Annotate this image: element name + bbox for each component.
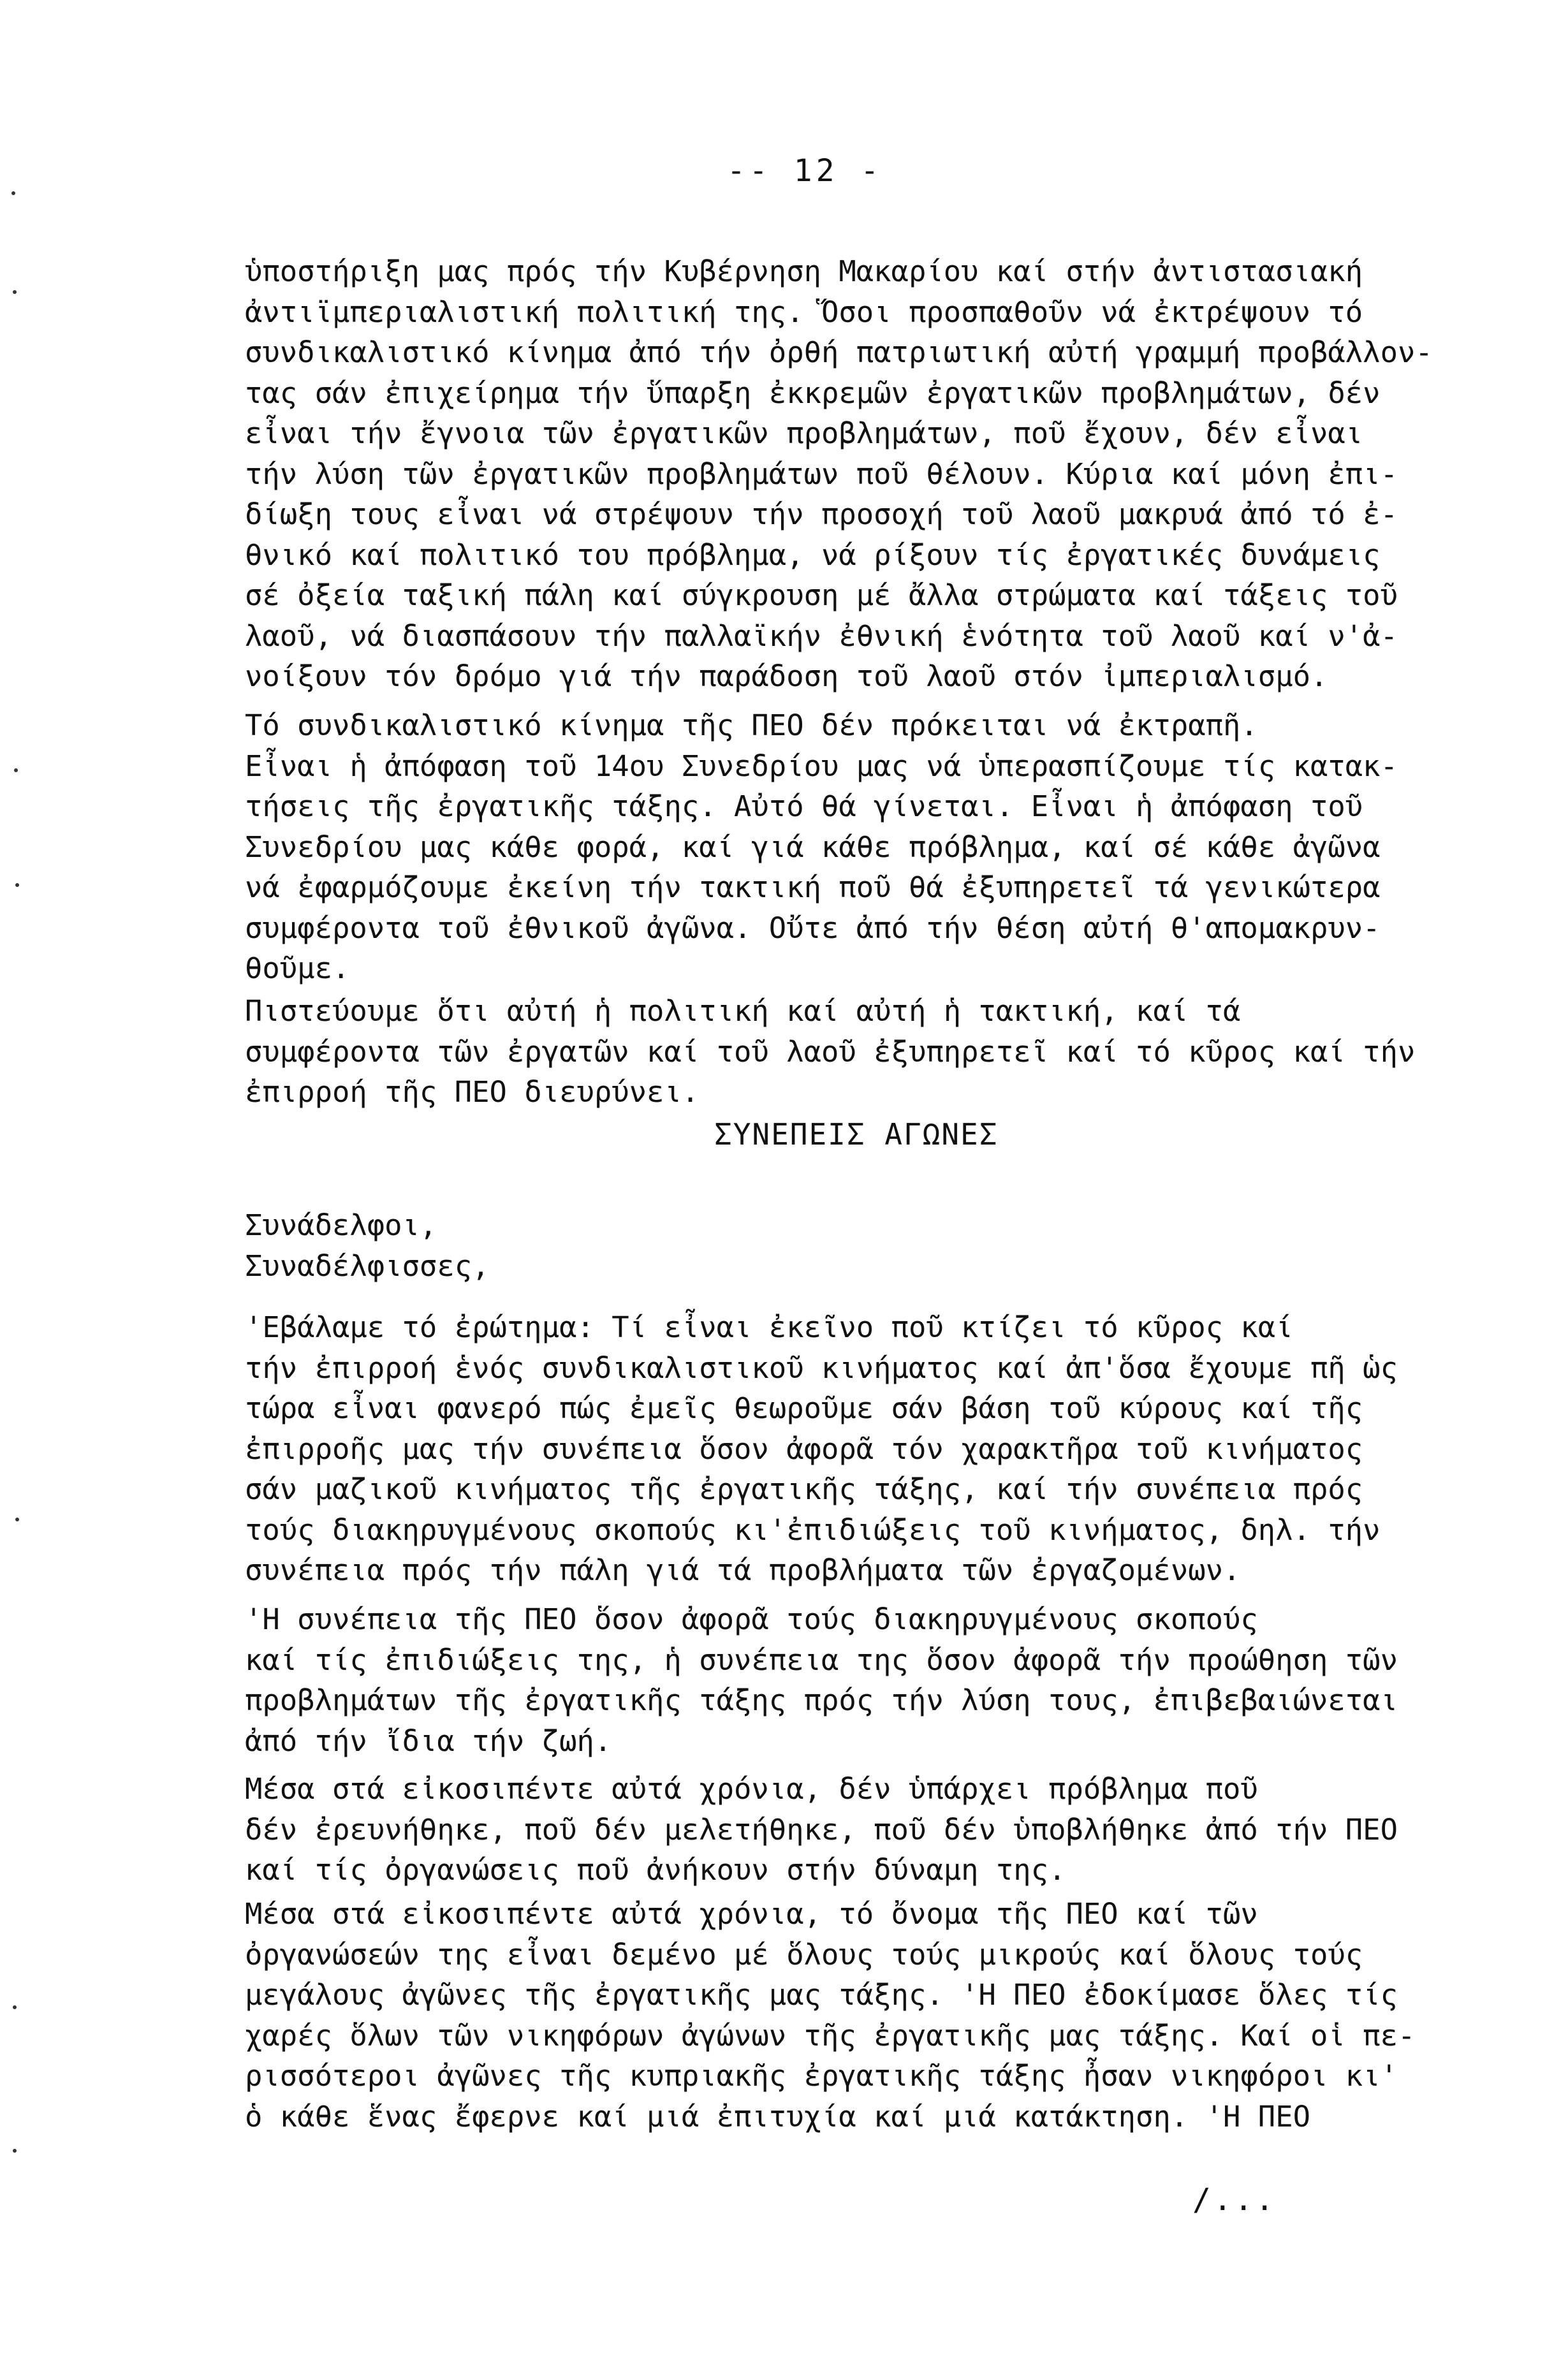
text-line: Μέσα στά εἰκοσιπέντε αὐτά χρόνια, τό ὄνομα τῆς ΠΕΟ καί τῶν (245, 1897, 1258, 1931)
text-line: συμφέροντα τῶν ἐργατῶν καί τοῦ λαοῦ ἐξυπηρετεῖ καί τό κῦρος καί τήν (245, 1034, 1416, 1069)
text-line: συνέπεια πρός τήν πάλη γιά τά προβλήματα τῶν ἐργαζομένων. (245, 1553, 1241, 1587)
text-line: καί τίς ὀργανώσεις ποῦ ἀνήκουν στήν δύναμη της. (245, 1853, 1066, 1887)
text-line: τήσεις τῆς ἐργατικῆς τάξης. Αὐτό θά γίνεται. Εἶναι ἡ ἀπόφαση τοῦ (245, 789, 1363, 823)
paragraph-2 (245, 705, 1539, 989)
text-line: καί τίς ἐπιδιώξεις της, ἡ συνέπεια της ὅσον ἀφορᾶ τήν προώθηση τῶν (245, 1643, 1398, 1677)
margin-speck (11, 191, 15, 195)
text-line: νά ἐφαρμόζουμε ἐκείνη τήν τακτική ποῦ θά ἐξυπηρετεῖ τά γενικώτερα (245, 870, 1381, 904)
text-line: ἐπιρροῆς μας τήν συνέπεια ὅσον ἀφορᾶ τόν χαρακτῆρα τοῦ κινήματος (245, 1431, 1363, 1466)
text-line: τήν ἐπιρροή ἑνός συνδικαλιστικοῦ κινήματος καί ἀπ'ὅσα ἔχουμε πῆ ὡς (245, 1351, 1398, 1385)
text-line: τας σάν ἐπιχείρημα τήν ὕπαρξη ἐκκρεμῶν ἐργατικῶν προβλημάτων, δέν (245, 376, 1381, 410)
margin-speck (14, 768, 18, 772)
text-line: 'Εβάλαμε τό ἐρώτημα: Τί εἶναι ἐκεῖνο ποῦ κτίζει τό κῦρος καί (245, 1310, 1293, 1344)
text-line: εἶναι τήν ἔγνοια τῶν ἐργατικῶν προβλημάτων, ποῦ ἔχουν, δέν εἶναι (245, 416, 1363, 450)
text-line: λαοῦ, νά διασπάσουν τήν παλλαϊκήν ἐθνική ἑνότητα τοῦ λαοῦ καί ν'ἀ- (245, 619, 1398, 653)
margin-speck (15, 1518, 19, 1521)
margin-speck (13, 2149, 17, 2153)
salutation-line: Συναδέλφισσες, (245, 1248, 490, 1283)
text-line: τούς διακηρυγμένους σκοπούς κι'ἐπιδιώξεις τοῦ κινήματος, δηλ. τήν (245, 1512, 1381, 1547)
margin-speck (13, 2005, 17, 2009)
continuation-mark: /... (1192, 2182, 1277, 2218)
paragraph-4 (245, 1307, 1539, 1591)
text-line: τήν λύση τῶν ἐργατικῶν προβλημάτων ποῦ θέλουν. Κύρια καί μόνη ἐπι- (245, 457, 1398, 491)
paragraph-5 (245, 1599, 1539, 1761)
paragraph-1 (245, 251, 1539, 697)
text-line: ὀργανώσεών της εἶναι δεμένο μέ ὅλους τούς μικρούς καί ὅλους τούς (245, 1937, 1363, 1972)
section-heading: ΣΥΝΕΠΕΙΣ ΑΓΩΝΕΣ (714, 1117, 999, 1152)
text-line: 'Η συνέπεια τῆς ΠΕΟ ὅσον ἀφορᾶ τούς διακηρυγμένους σκοπούς (245, 1602, 1258, 1636)
text-line: σέ ὀξεία ταξική πάλη καί σύγκρουση μέ ἄλλα στρώματα καί τάξεις τοῦ (245, 578, 1398, 612)
text-line: μεγάλους ἀγῶνες τῆς ἐργατικῆς μας τάξης. 'Η ΠΕΟ ἐδοκίμασε ὅλες τίς (245, 1978, 1398, 2012)
text-line: ὑποστήριξη μας πρός τήν Κυβέρνηση Μακαρίου καί στήν ἀντιστασιακή (245, 254, 1363, 288)
text-line: συμφέροντα τοῦ ἐθνικοῦ ἀγῶνα. Οὔτε ἀπό τήν θέση αὐτή θ'απομακρυν- (245, 911, 1381, 945)
text-line: θνικό καί πολιτικό του πρόβλημα, νά ρίξουν τίς ἐργατικές δυνάμεις (245, 538, 1381, 572)
text-line: νοίξουν τόν δρόμο γιά τήν παράδοση τοῦ λαοῦ στόν ἰμπεριαλισμό. (245, 659, 1328, 693)
text-line: Εἶναι ἡ ἀπόφαση τοῦ 14ου Συνεδρίου μας νά ὑπερασπίζουμε τίς κατακ- (245, 749, 1398, 783)
text-line: δίωξη τους εἶναι νά στρέψουν τήν προσοχή τοῦ λαοῦ μακρυά ἀπό τό ἐ- (245, 497, 1398, 531)
paragraph-7 (245, 1894, 1539, 2137)
text-line: Τό συνδικαλιστικό κίνημα τῆς ΠΕΟ δέν πρόκειται νά ἐκτραπῆ. (245, 708, 1258, 742)
text-line: ρισσότεροι ἀγῶνες τῆς κυπριακῆς ἐργατικῆς τάξης ἦσαν νικηφόροι κι' (245, 2059, 1398, 2093)
salutation (245, 1205, 1539, 1286)
text-line: ἐπιρροή τῆς ΠΕΟ διευρύνει. (245, 1075, 700, 1109)
salutation-line: Συνάδελφοι, (245, 1208, 437, 1242)
text-line: ὁ κάθε ἕνας ἔφερνε καί μιά ἐπιτυχία καί μιά κατάκτηση. 'Η ΠΕΟ (245, 2099, 1310, 2134)
margin-speck (15, 883, 19, 887)
page-number: -- 12 - (727, 153, 883, 189)
text-line: τώρα εἶναι φανερό πώς ἐμεῖς θεωροῦμε σάν βάση τοῦ κύρους καί τῆς (245, 1391, 1363, 1425)
text-line: θοῦμε. (245, 951, 350, 985)
text-line: ἀπό τήν ἴδια τήν ζωή. (245, 1724, 612, 1758)
text-line: δέν ἐρευνήθηκε, ποῦ δέν μελετήθηκε, ποῦ δέν ὑποβλήθηκε ἀπό τήν ΠΕΟ (245, 1812, 1398, 1847)
paragraph-6 (245, 1769, 1539, 1891)
text-line: ἀντιϊμπεριαλιστική πολιτική της. Ὅσοι προσπαθοῦν νά ἐκτρέψουν τό (245, 295, 1363, 329)
text-line: Μέσα στά εἰκοσιπέντε αὐτά χρόνια, δέν ὑπάρχει πρόβλημα ποῦ (245, 1772, 1258, 1806)
text-line: Συνεδρίου μας κάθε φορά, καί γιά κάθε πρόβλημα, καί σέ κάθε ἀγῶνα (245, 830, 1381, 864)
text-line: σάν μαζικοῦ κινήματος τῆς ἐργατικῆς τάξης, καί τήν συνέπεια πρός (245, 1472, 1363, 1506)
margin-speck (13, 290, 17, 294)
text-line: χαρές ὅλων τῶν νικηφόρων ἀγώνων τῆς ἐργατικῆς μας τάξης. Καί οἱ πε- (245, 2018, 1416, 2053)
text-line: συνδικαλιστικό κίνημα ἀπό τήν ὀρθή πατριωτική αὐτή γραμμή προβάλλον- (245, 335, 1433, 369)
text-line: προβλημάτων τῆς ἐργατικῆς τάξης πρός τήν λύση τους, ἐπιβεβαιώνεται (245, 1683, 1398, 1717)
text-line: Πιστεύουμε ὅτι αὐτή ἡ πολιτική καί αὐτή ἡ τακτική, καί τά (245, 994, 1241, 1028)
paragraph-3 (245, 991, 1539, 1113)
